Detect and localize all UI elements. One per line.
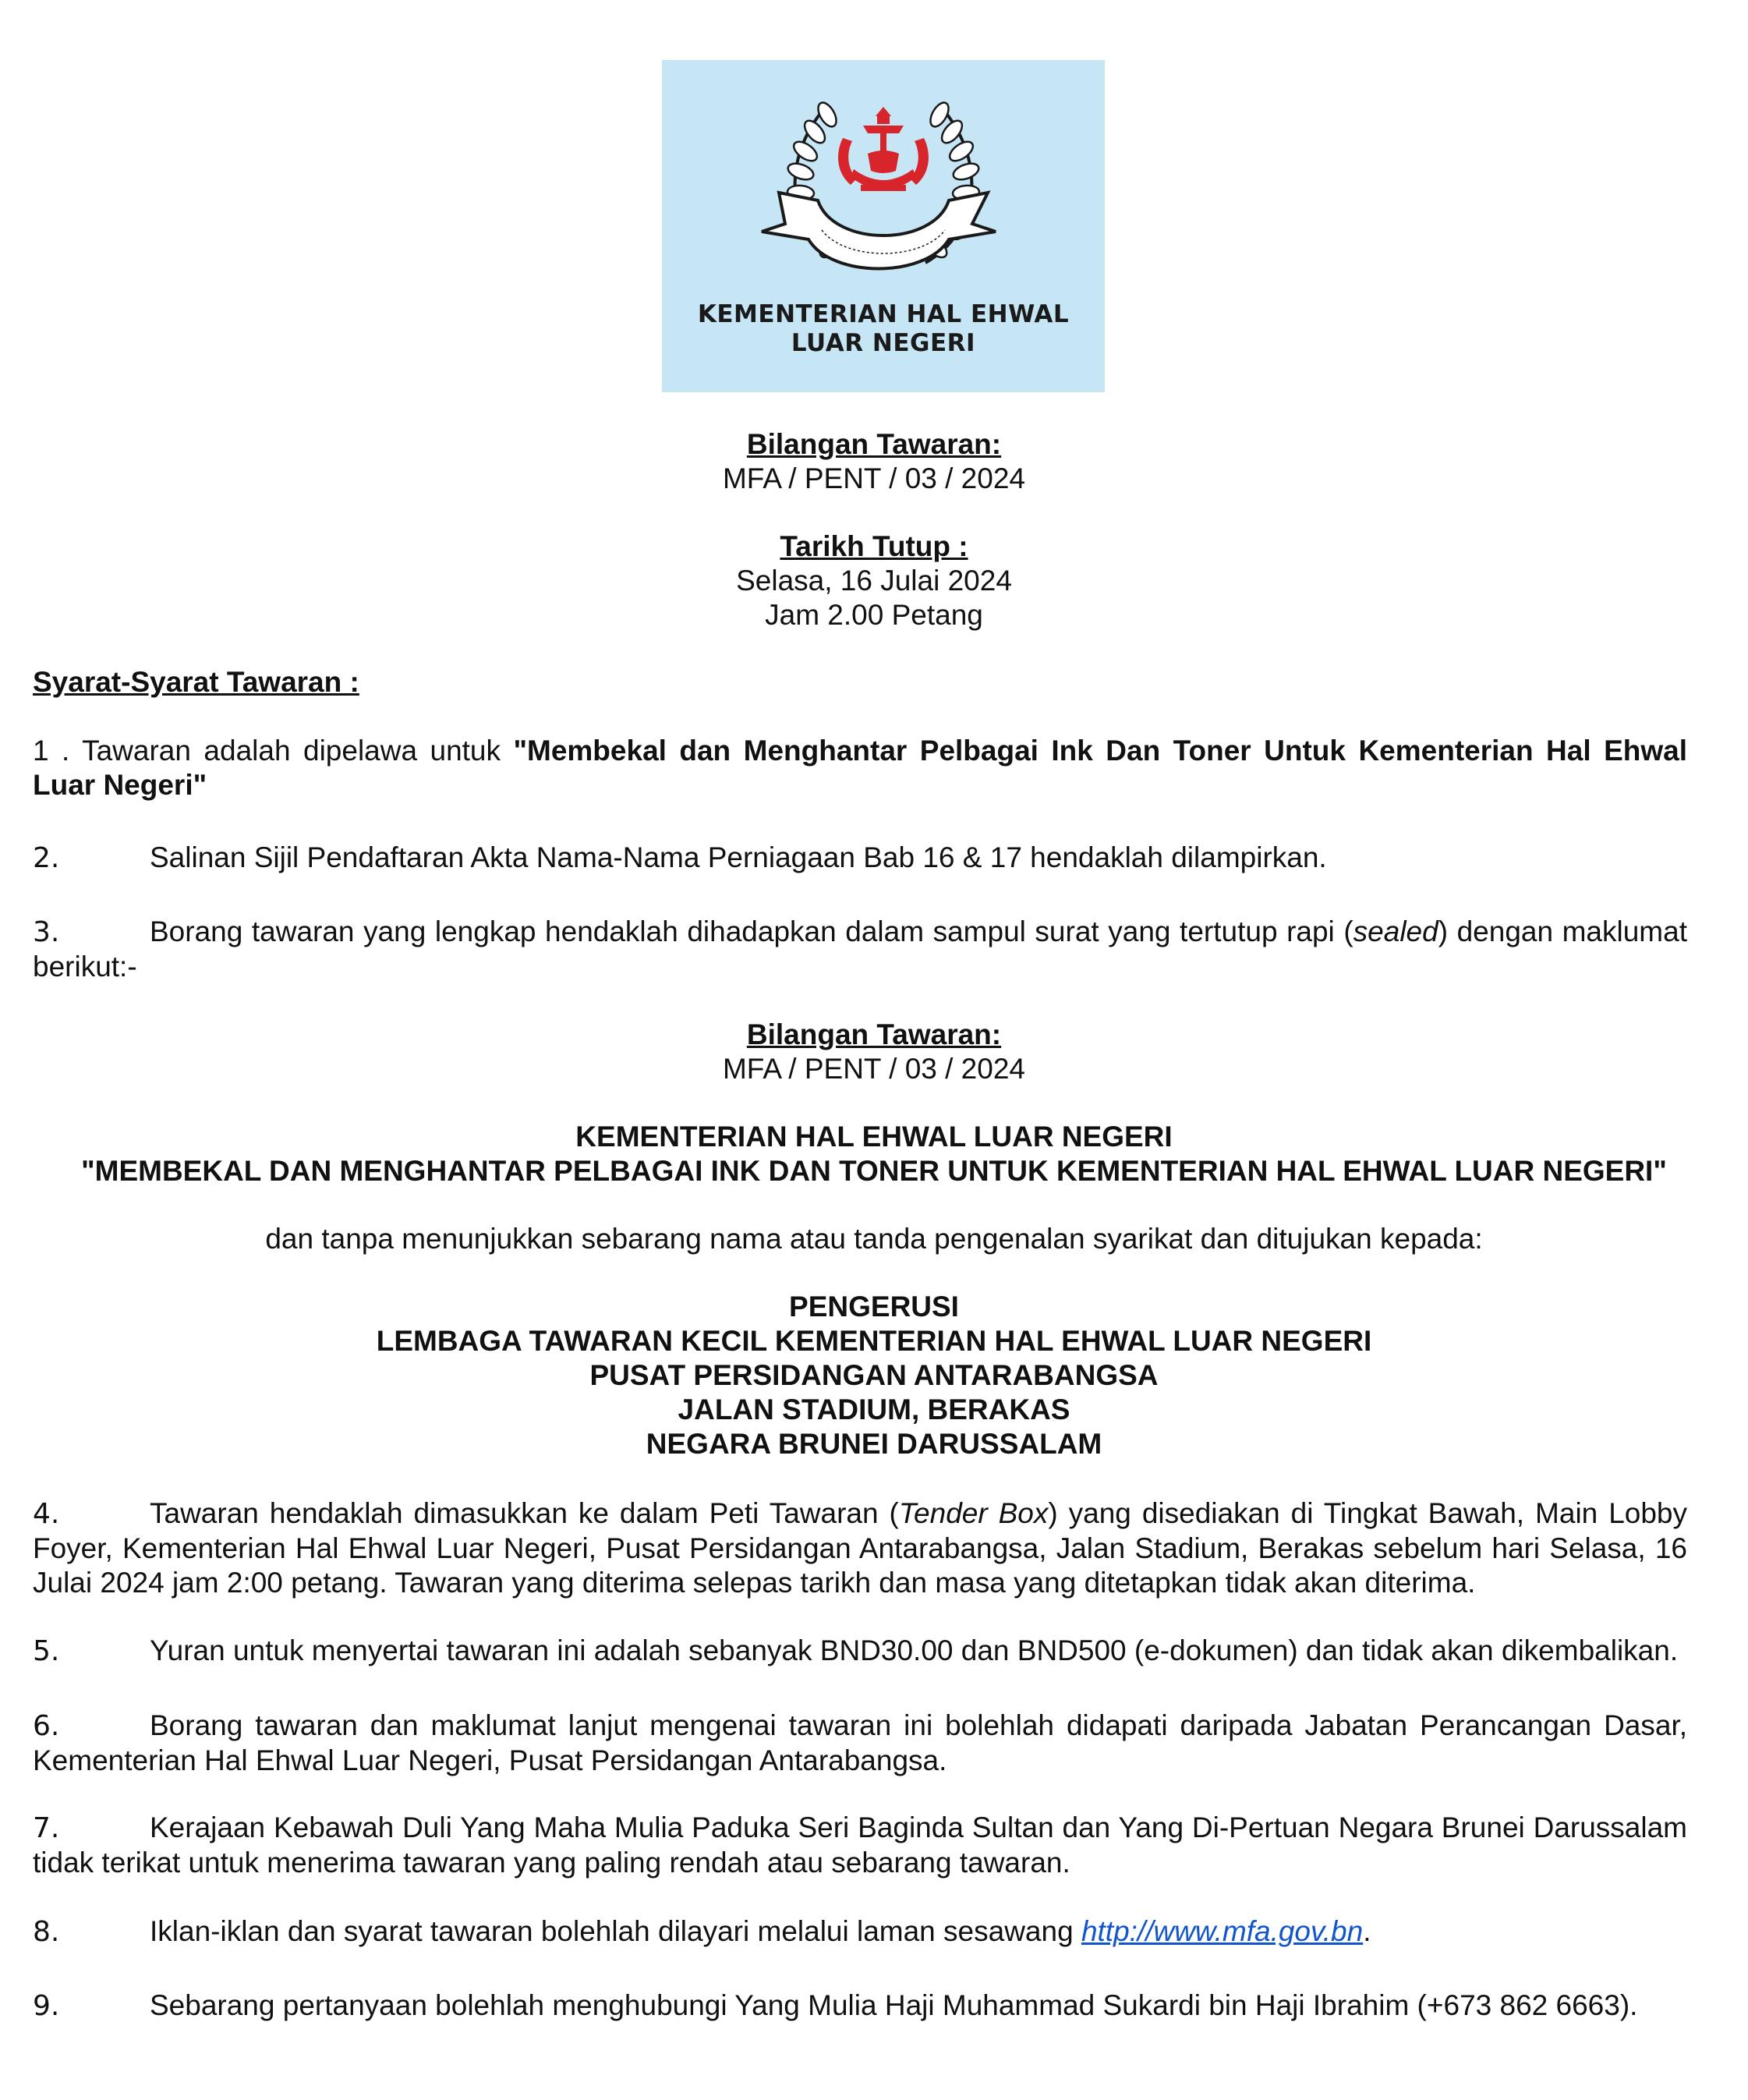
envelope-tender-value: MFA / PENT / 03 / 2024 [722, 1053, 1025, 1085]
tender-number-label: Bilangan Tawaran: [746, 428, 1002, 460]
condition-2 [33, 841, 1687, 876]
closing-date: Selasa, 16 Julai 2024 [736, 565, 1012, 597]
condition-4 [33, 1496, 1687, 1600]
logo-caption-line2: LUAR NEGERI [791, 329, 976, 357]
closing-time: Jam 2.00 Petang [765, 599, 983, 631]
envelope-ministry: KEMENTERIAN HAL EHWAL LUAR NEGERI [575, 1121, 1173, 1153]
address-line-5: NEGARA BRUNEI DARUSSALAM [646, 1428, 1102, 1460]
condition-number: 5. [33, 1635, 60, 1667]
condition-number: 3. [33, 916, 60, 948]
address-line-3: PUSAT PERSIDANGAN ANTARABANGSA [589, 1359, 1159, 1391]
condition-number: 2. [33, 842, 60, 874]
website-link[interactable]: http://www.mfa.gov.bn [1081, 1915, 1364, 1947]
condition-6 [33, 1709, 1687, 1778]
envelope-instruction: dan tanpa menunjukkan sebarang nama atau tanda pengenalan syarikat dan ditujukan kepada: [265, 1223, 1483, 1255]
condition-italic: sealed [1353, 915, 1438, 947]
ministry-logo [662, 60, 1105, 392]
condition-text-cont: tidak terikat untuk menerima tawaran yang paling rendah atau sebarang tawaran. [33, 1847, 1070, 1879]
condition-text: Yuran untuk menyertai tawaran ini adalah sebanyak BND30.00 dan BND500 (e-dokumen) dan tidak akan dikembalikan. [150, 1634, 1679, 1666]
condition-1-lead: 1 . Tawaran adalah dipelawa untuk [33, 735, 514, 767]
conditions-heading: Syarat-Syarat Tawaran : [33, 666, 359, 698]
condition-italic: Tender Box [898, 1497, 1049, 1529]
condition-1-title-cont: Luar Negeri" [33, 769, 207, 801]
condition-number: 9. [33, 1990, 60, 2022]
condition-text: Kerajaan Kebawah Duli Yang Maha Mulia Paduka Seri Baginda Sultan dan Yang Di-Pertuan Negara Brunei Darussalam [150, 1811, 1687, 1843]
address-line-1: PENGERUSI [789, 1291, 959, 1323]
condition-text: Borang tawaran dan maklumat lanjut mengenai tawaran ini bolehlah didapati daripada Jabatan Perancangan Dasar, [150, 1709, 1687, 1741]
address-line-4: JALAN STADIUM, BERAKAS [678, 1394, 1070, 1425]
condition-text-cont: Kementerian Hal Ehwal Luar Negeri, Pusat Persidangan Antarabangsa. [33, 1744, 947, 1776]
condition-7 [33, 1811, 1687, 1880]
condition-text: Sebarang pertanyaan bolehlah menghubungi Yang Mulia Haji Muhammad Sukardi bin Haji Ibrahim (+673 862 6663). [150, 1989, 1638, 2021]
condition-1-title: "Membekal dan Menghantar Pelbagai Ink Dan Toner Untuk Kementerian Hal Ehwal [513, 735, 1687, 767]
condition-text-cont: Foyer, Kementerian Hal Ehwal Luar Negeri, Pusat Persidangan Antarabangsa, Jalan Stadium, Berakas sebelum hari Selasa, 16 [33, 1532, 1687, 1564]
condition-text: Iklan-iklan dan syarat tawaran bolehlah dilayari melalui laman sesawang [150, 1915, 1081, 1947]
address-line-2: LEMBAGA TAWARAN KECIL KEMENTERIAN HAL EHWAL LUAR NEGERI [376, 1325, 1372, 1357]
condition-text-tail: . [1363, 1915, 1371, 1947]
condition-9 [33, 1988, 1687, 2024]
tender-number-value: MFA / PENT / 03 / 2024 [722, 462, 1025, 494]
envelope-tender-label: Bilangan Tawaran: [746, 1018, 1002, 1050]
condition-number: 4. [33, 1498, 60, 1530]
condition-text: Tawaran hendaklah dimasukkan ke dalam Peti Tawaran ( [150, 1497, 899, 1529]
condition-8 [33, 1914, 1687, 1949]
condition-number: 6. [33, 1710, 60, 1742]
closing-date-label: Tarikh Tutup : [780, 530, 968, 562]
condition-text: Salinan Sijil Pendaftaran Akta Nama-Nama Perniagaan Bab 16 & 17 hendaklah dilampirkan. [150, 841, 1327, 873]
condition-3 [33, 915, 1687, 984]
condition-1 [33, 734, 1687, 802]
condition-text-tail: ) dengan maklumat [1438, 915, 1687, 947]
logo-caption-line1: KEMENTERIAN HAL EHWAL [697, 300, 1070, 328]
logo-caption [662, 300, 1105, 358]
condition-5 [33, 1634, 1687, 1669]
condition-text-cont: berikut:- [33, 951, 137, 983]
condition-text-cont: Julai 2024 jam 2:00 petang. Tawaran yang diterima selepas tarikh dan masa yang ditetapkan tidak akan diterima. [33, 1567, 1476, 1599]
condition-text: Borang tawaran yang lengkap hendaklah dihadapkan dalam sampul surat yang tertutup rapi ( [150, 915, 1353, 947]
condition-number: 8. [33, 1916, 60, 1948]
envelope-title: "MEMBEKAL DAN MENGHANTAR PELBAGAI INK DAN TONER UNTUK KEMENTERIAN HAL EHWAL LUAR NEGERI" [81, 1155, 1667, 1187]
condition-number: 7. [33, 1812, 60, 1844]
condition-text-tail: ) yang disediakan di Tingkat Bawah, Main Lobby [1048, 1497, 1687, 1529]
